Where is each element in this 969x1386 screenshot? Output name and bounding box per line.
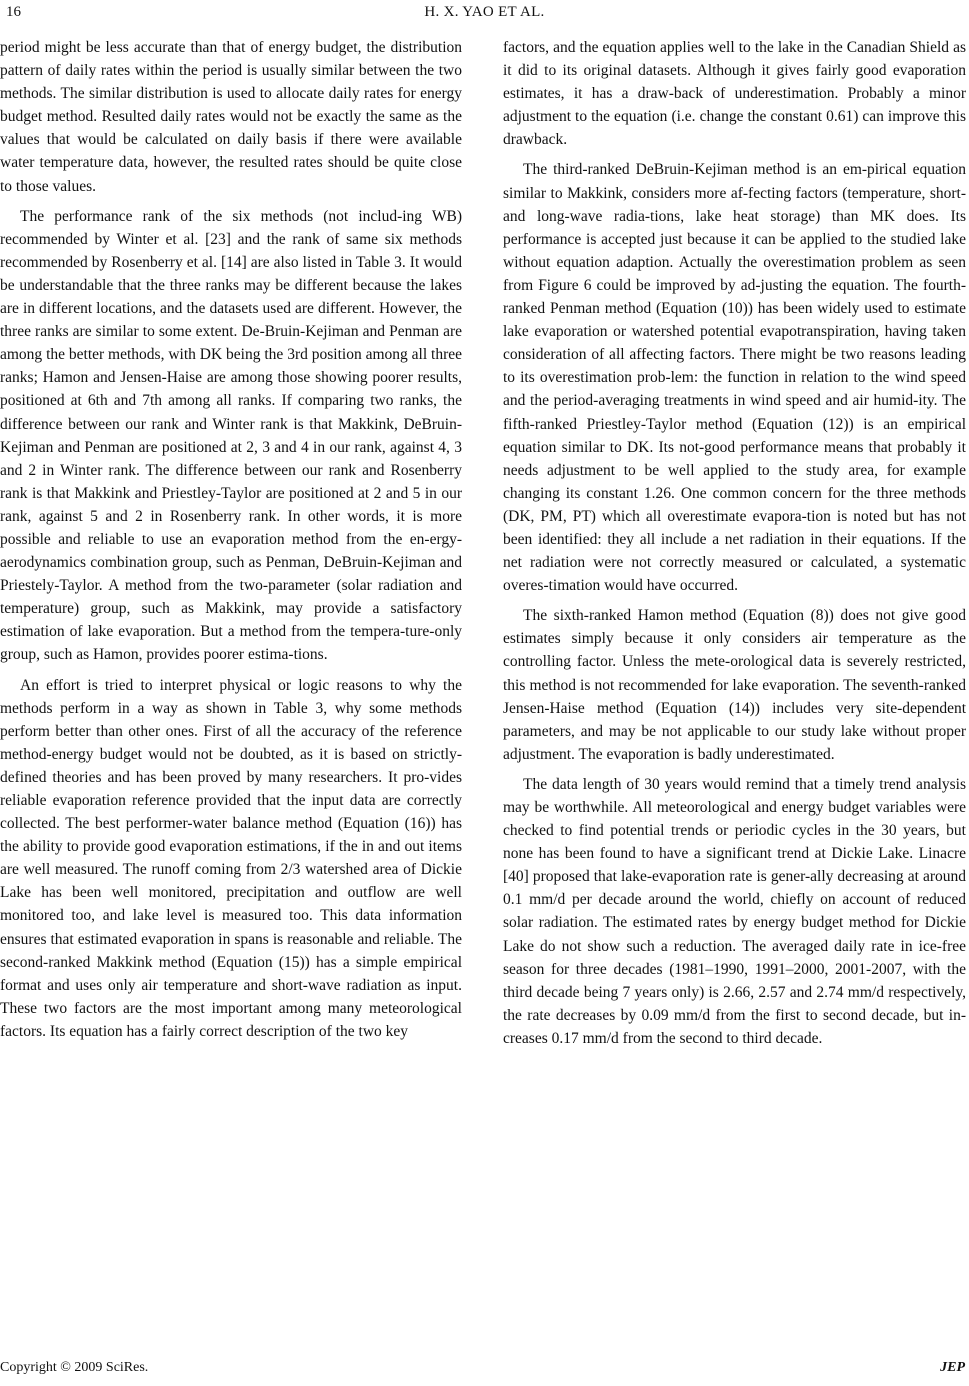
copyright-notice: Copyright © 2009 SciRes. [0, 1360, 149, 1375]
journal-abbreviation: JEP [940, 1360, 965, 1375]
paragraph: The data length of 30 years would remind that a timely trend analysis may be worthwhile. All meteorological and energy budget variables were checked to find potential trends or periodic cycles in the 30 years, but none has been found to have a significant trend at Dickie Lake. Linacre [40] proposed that lake-evaporation rate is gener-ally decreasing at around 0.1 mm/d per decade around the world, chiefly on account of reduced solar radiation. The estimated rates by energy budget method for Dickie Lake do not show such a reduction. The averaged daily rate in ice-free season for three decades (1981–1990, 1991–2000, 2001-2007, with the third decade being 7 years only) is 2.66, 2.57 and 2.74 mm/d respectively, the rate decreases by 0.09 mm/d from the first to second decade, but in-creases 0.17 mm/d from the second to third decade. [503, 775, 966, 1047]
page-number: 16 [6, 4, 21, 20]
left-column [0, 36, 462, 1043]
paragraph: The performance rank of the six methods (not includ-ing WB) recommended by Winter et al. [23] and the rank of same six methods recommended by Rosenberry et al. [14] are also listed in Table 3. It would be understandable that the three ranks may be different because the lakes are in different locations, and the datasets used are different. However, the three ranks are similar to some extent. De-Bruin-Kejiman and Penman are among the better methods, with DK being the 3rd position among all three ranks; Hamon and Jensen-Haise are among those showing poorer results, positioned at 6th and 7th among all ranks. If comparing two ranks, the difference between our rank and Winter rank is that Makkink, DeBruin-Kejiman and Penman are positioned at 2, 3 and 4 in our rank, against 4, 3 and 2 in Winter rank. The difference between our rank and Rosenberry rank is that Makkink and Priestley-Taylor are positioned at 2 and 5 in our rank, against 5 and 2 in Rosenberry rank. In other words, it is more possible and reliable to use an evaporation method from the en-ergy-aerodynamics combination group, such as Penman, DeBruin-Kejiman and Priestely-Taylor. A method from the two-parameter (solar radiation and temperature) group, such as Makkink, may provide a satisfactory estimation of lake evaporation. But a method from the tempera-ture-only group, such as Hamon, provides poorer estima-tions. [0, 207, 462, 664]
paragraph: The sixth-ranked Hamon method (Equation (8)) does not give good estimates simply because it only considers air temperature as the controlling factor. Unless the mete-orological data is severely restricted, this method is not recommended for lake evaporation. The seventh-ranked Jensen-Haise method (Equation (14)) includes very site-dependent parameters, and may be not applicable to our study lake without proper adjustment. The evaporation is badly underestimated. [503, 607, 966, 763]
page-footer [0, 1360, 969, 1382]
right-column [503, 36, 966, 1050]
paragraph: period might be less accurate than that of energy budget, the distribution pattern of daily rates within the period is usually similar between the two methods. The similar distribution is used to allocate daily rates for energy budget method. Resulted daily rates would not be exactly the same as the values that would be calculated on daily basis if there were available water temperature data, however, the resulted rates should be quite close to those values. [0, 39, 462, 195]
paragraph: factors, and the equation applies well to the lake in the Canadian Shield as it did to its original datasets. Although it gives fairly good evaporation estimates, it has a draw-back of underestimation. Probably a minor adjustment to the equation (i.e. change the constant 0.61) can improve this drawback. [503, 39, 966, 149]
running-head: H. X. YAO ET AL. [424, 4, 545, 20]
page-header [0, 0, 969, 28]
paragraph: The third-ranked DeBruin-Kejiman method is an em-pirical equation similar to Makkink, considers more af-fecting factors (temperature, short- and long-wave radia-tions, lake heat storage) than MK does. Its performance is accepted just because it can be applied to the studied lake without equation adaption. Actually the overestimation problem as seen from Figure 6 could be improved by ad-justing the equation. The fourth-ranked Penman method (Equation (10)) has been widely used to estimate lake evaporation or watershed potential evapotranspiration, having taken consideration of all affecting factors. There might be two reasons leading to its overestimation prob-lem: the function in relation to the wind speed and the period-averaging treatments in wind speed and air humid-ity. The fifth-ranked Priestley-Taylor method (Equation (12)) is an empirical equation similar to DK. Its not-good performance means that probably it needs adjustment to be well applied to the study area, for example changing its constant 1.26. One common concern for the three methods (DK, PM, PT) which all overestimate evapora-tion is noted but has not been identified: they all include a net radiation in their equations. If the net radiation were not correctly measured or calculated, a systematic overes-timation would have occurred. [503, 161, 966, 595]
paragraph: An effort is tried to interpret physical or logic reasons to why the methods perform in a way as shown in Table 3, why some methods perform better than other ones. First of all the accuracy of the reference method-energy budget would not be doubted, as it is based on strictly-defined theories and has been proved by many researchers. It pro-vides reliable evaporation reference provided that the input data are correctly collected. The best performer-water balance method (Equation (16)) has the ability to provide good evaporation estimations, if the in and out items are well measured. The runoff coming from 2/3 watershed area of Dickie Lake has been well monitored, precipitation and outflow are well monitored too, and lake level is measured too. This data information ensures that estimated evaporation in spans is reasonable and reliable. The second-ranked Makkink method (Equation (15)) has a simple empirical format and uses only air temperature and short-wave radiation as input. These two factors are the most important among many meteorological factors. Its equation has a fairly correct description of the two key [0, 676, 462, 1040]
